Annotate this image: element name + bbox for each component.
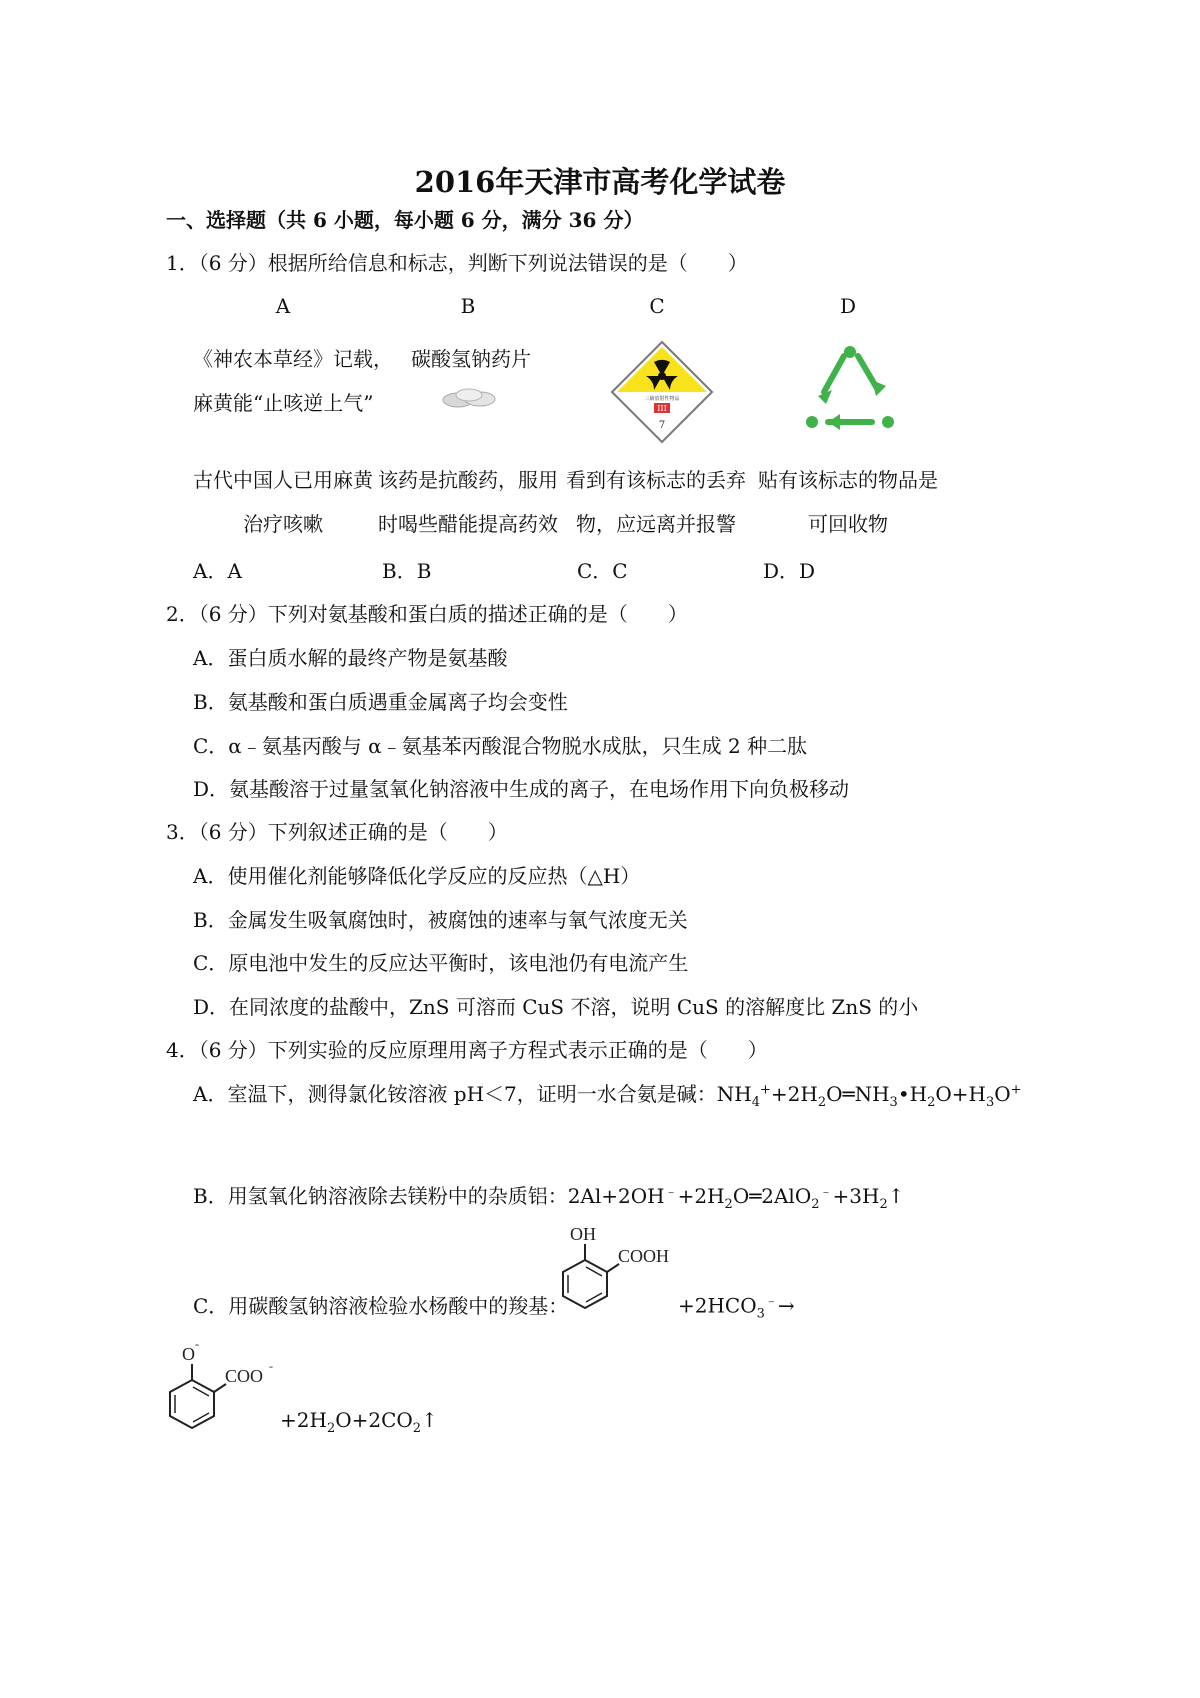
q1-header-b: B: [460, 294, 476, 318]
q4-option-b: [193, 1180, 905, 1212]
question-3-stem: 3．（6 分）下列叙述正确的是（ ）: [166, 820, 508, 844]
coo-minus-label: COO: [225, 1366, 264, 1386]
pill-tablets-image: [440, 385, 500, 411]
page-title: 2016年天津市高考化学试卷: [414, 165, 786, 199]
q3-option-a: A．使用催化剂能够降低化学反应的反应热（△H）: [193, 864, 641, 888]
question-2-stem: 2．（6 分）下列对氨基酸和蛋白质的描述正确的是（ ）: [166, 602, 688, 626]
q1-desc-c-line2: 物，应远离并报警: [576, 512, 736, 536]
q4-equation-c-part1: $+2HCO_3^﹣\to$: [678, 1293, 795, 1322]
q1-info-a-line1: 《神农本草经》记载，: [193, 347, 393, 371]
q1-desc-b-line1: 该药是抗酸药，服用: [378, 468, 558, 492]
q2-option-a: A．蛋白质水解的最终产物是氨基酸: [193, 646, 508, 670]
q1-desc-a-line2: 治疗咳嗽: [243, 512, 323, 536]
q1-desc-b-line2: 时喝些醋能提高药效: [378, 512, 558, 536]
q2-option-b: B．氨基酸和蛋白质遇重金属离子均会变性: [193, 690, 568, 714]
q4-option-c-text: C．用碳酸氢钠溶液检验水杨酸中的羧基：: [193, 1294, 569, 1318]
q1-info-b: 碳酸氢钠药片: [411, 347, 531, 371]
q4-option-b-text: B．用氢氧化钠溶液除去镁粉中的杂质铝：: [193, 1184, 568, 1208]
section-heading: 一、选择题（共 6 小题，每小题 6 分，满分 36 分）: [166, 208, 644, 232]
q1-desc-d-line1: 贴有该标志的物品是: [758, 468, 938, 492]
sign-label-text: 三級放射性物品: [644, 396, 680, 402]
q1-option-d: D．D: [763, 559, 816, 583]
q1-option-c: C．C: [577, 559, 628, 583]
q1-desc-a-line1: 古代中国人已用麻黄: [193, 468, 373, 492]
o-minus-label: O: [182, 1344, 195, 1364]
q1-option-a: A．A: [193, 559, 242, 583]
q3-option-b: B．金属发生吸氧腐蚀时，被腐蚀的速率与氧气浓度无关: [193, 908, 688, 932]
q3-option-d: D．在同浓度的盐酸中，ZnS 可溶而 CuS 不溶，说明 CuS 的溶解度比 ZnS 的小: [193, 995, 919, 1019]
q4-equation-c-part2: $+2H_2O+2CO_2↑$: [280, 1408, 438, 1436]
oh-group-label: OH: [570, 1224, 596, 1244]
q4-equation-a: $NH_4^++2H_2O═NH_3•H_2O+H_3O^+$: [716, 1082, 1022, 1110]
q1-desc-c-line1: 看到有该标志的丢弃: [566, 468, 746, 492]
salicylate-dianion-structure: [162, 1338, 292, 1433]
q3-option-c: C．原电池中发生的反应达平衡时，该电池仍有电流产生: [193, 951, 689, 975]
question-4-stem: 4．（6 分）下列实验的反应原理用离子方程式表示正确的是（ ）: [166, 1038, 768, 1062]
q4-option-a-text: A．室温下，测得氯化铵溶液 pH＜7，证明一水合氨是碱：: [193, 1082, 717, 1106]
q4-equation-b: $2Al+2OH^﹣+2H_2O═2AlO_2^﹣+3H_2↑$: [567, 1184, 905, 1212]
q2-option-d: D．氨基酸溶于过量氢氧化钠溶液中生成的离子，在电场作用下向负极移动: [193, 777, 850, 801]
coo-minus-charge: -: [269, 1359, 273, 1373]
q1-info-a-line2: 麻黄能“止咳逆上气”: [193, 391, 374, 415]
sign-class-number: 7: [658, 420, 666, 431]
q1-header-a: A: [275, 294, 291, 318]
q1-option-b: B．B: [382, 559, 432, 583]
question-1-stem: 1．（6 分）根据所给信息和标志，判断下列说法错误的是（ ）: [166, 251, 748, 275]
q4-option-a: [193, 1078, 1022, 1110]
q1-desc-d-line2: 可回收物: [808, 512, 888, 536]
o-minus-charge: -: [195, 1338, 199, 1351]
sign-roman-numeral: III: [657, 404, 667, 413]
q1-header-c: C: [649, 294, 665, 318]
q1-header-d: D: [839, 294, 857, 318]
recycling-symbol: [800, 344, 900, 434]
cooh-group-label: COOH: [618, 1246, 670, 1266]
radioactive-warning-sign: [610, 340, 714, 444]
salicylic-acid-structure: [555, 1218, 685, 1313]
q2-option-c: C．α﹣氨基丙酸与 α﹣氨基苯丙酸混合物脱水成肽，只生成 2 种二肽: [193, 734, 808, 758]
